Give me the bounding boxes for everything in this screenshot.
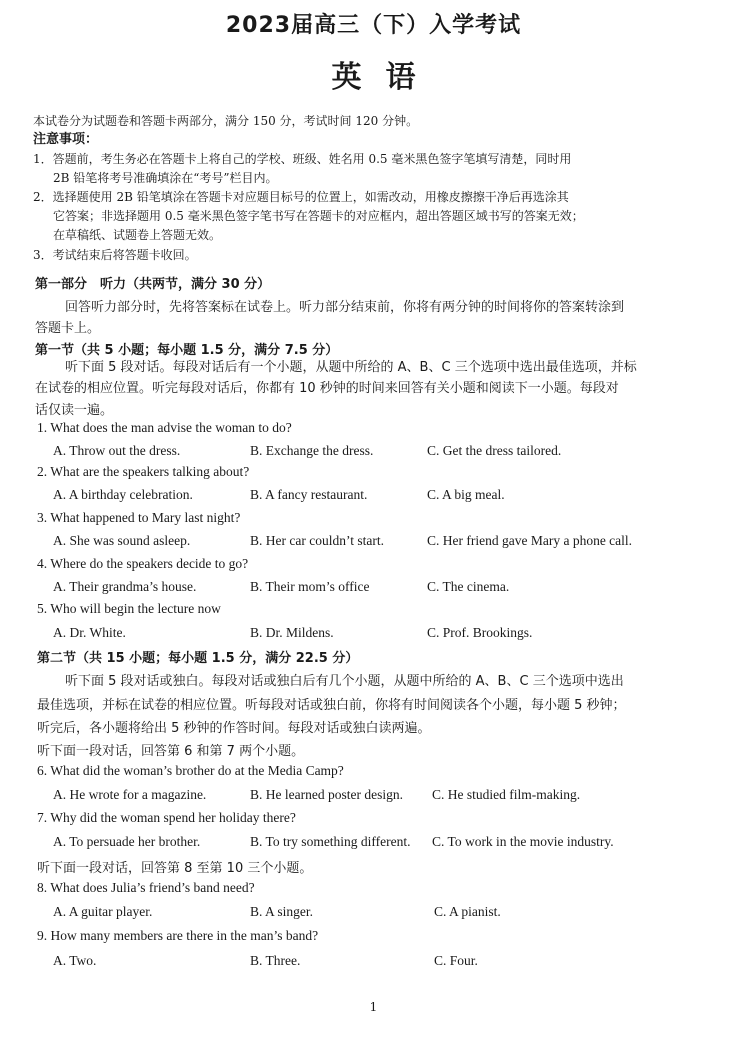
note-2c: 在草稿纸、试题卷上答题无效。 — [53, 228, 222, 242]
option-c: C. He studied film-making. — [432, 787, 581, 802]
option-b: B. A fancy restaurant. — [250, 487, 368, 502]
option-b: B. Exchange the dress. — [250, 443, 374, 458]
option-c: C. Prof. Brookings. — [427, 625, 533, 640]
question-stem: 8. What does Julia’s friend’s band need? — [37, 880, 255, 895]
option-a: A. A guitar player. — [53, 904, 153, 919]
intro-line: 本试卷分为试题卷和答题卡两部分，满分 150 分，考试时间 120 分钟。 — [33, 114, 419, 128]
section2-title: 第二节（共 15 小题；每小题 1.5 分，满分 22.5 分） — [37, 651, 359, 666]
option-c: C. To work in the movie industry. — [432, 834, 614, 849]
option-a: A. He wrote for a magazine. — [53, 787, 207, 802]
subject-title: 英语 — [331, 60, 440, 95]
exam-title: 2023届高三（下）入学考试 — [225, 13, 522, 38]
option-c: C. A big meal. — [427, 487, 505, 502]
option-a: A. Dr. White. — [53, 625, 126, 640]
part1-intro-a: 回答听力部分时，先将答案标在试卷上。听力部分结束前，你将有两分钟的时间将你的答案转涂到 — [65, 300, 625, 315]
question-stem: 3. What happened to Mary last night? — [37, 510, 241, 525]
section1-intro-a: 听下面 5 段对话。每段对话后有一个小题，从题中所给的 A、B、C 三个选项中选出最佳选项，并标 — [65, 360, 637, 375]
question-stem: 7. Why did the woman spend her holiday there? — [37, 810, 296, 825]
option-b: B. He learned poster design. — [250, 787, 403, 802]
option-b: B. A singer. — [250, 904, 314, 919]
option-a: A. She was sound asleep. — [53, 533, 191, 548]
option-c: C. Get the dress tailored. — [427, 443, 562, 458]
note-2a: 2．选择题使用 2B 铅笔填涂在答题卡对应题目标号的位置上，如需改动，用橡皮擦擦干净后再选涂其 — [33, 190, 569, 204]
dialog-instruction: 听下面一段对话，回答第 6 和第 7 两个小题。 — [37, 744, 305, 759]
note-3: 3．考试结束后将答题卡收回。 — [33, 248, 197, 262]
option-b: B. Dr. Mildens. — [250, 625, 334, 640]
page-number: 1 — [369, 1000, 378, 1014]
notes-title: 注意事项： — [33, 132, 99, 147]
option-b: B. Three. — [250, 953, 301, 968]
option-c: C. A pianist. — [434, 904, 501, 919]
section1-intro-c: 话仅读一遍。 — [35, 403, 114, 418]
question-stem: 9. How many members are there in the man’s band? — [37, 928, 319, 943]
section2-intro-b: 最佳选项，并标在试卷的相应位置。听每段对话或独白前，你将有时间阅读各个小题，每小题 5 秒钟； — [37, 698, 626, 713]
option-c: C. The cinema. — [427, 579, 510, 594]
option-a: A. Their grandma’s house. — [53, 579, 197, 594]
note-1a: 1．答题前，考生务必在答题卡上将自己的学校、班级、姓名用 0.5 毫米黑色签字笔填写清楚，同时用 — [33, 152, 572, 166]
dialog-instruction: 听下面一段对话，回答第 8 至第 10 三个小题。 — [37, 861, 313, 876]
part1-title: 第一部分 听力（共两节，满分 30 分） — [35, 277, 271, 292]
question-stem: 2. What are the speakers talking about? — [37, 464, 250, 479]
section1-title: 第一节（共 5 小题；每小题 1.5 分，满分 7.5 分） — [35, 343, 339, 358]
question-stem: 5. Who will begin the lecture now — [37, 601, 221, 616]
option-b: B. Her car couldn’t start. — [250, 533, 384, 548]
question-stem: 1. What does the man advise the woman to do? — [37, 420, 292, 435]
option-b: B. To try something different. — [250, 834, 411, 849]
option-a: A. Throw out the dress. — [53, 443, 181, 458]
section2-intro-c: 听完后，各小题将给出 5 秒钟的作答时间。每段对话或独白读两遍。 — [37, 721, 431, 736]
section2-intro-a: 听下面 5 段对话或独白。每段对话或独白后有几个小题，从题中所给的 A、B、C 三个选项中选出 — [65, 674, 624, 689]
part1-intro-b: 答题卡上。 — [35, 321, 101, 336]
note-1b: 2B 铅笔将考号准确填涂在“考号”栏目内。 — [53, 171, 278, 185]
note-2b: 它答案；非选择题用 0.5 毫米黑色签字笔书写在答题卡的对应框内，超出答题区域书写的答案无效； — [53, 209, 584, 223]
option-a: A. A birthday celebration. — [53, 487, 193, 502]
option-c: C. Her friend gave Mary a phone call. — [427, 533, 633, 548]
section1-intro-b: 在试卷的相应位置。听完每段对话后，你都有 10 秒钟的时间来回答有关小题和阅读下一小题。每段对 — [35, 381, 619, 396]
question-stem: 6. What did the woman’s brother do at the Media Camp? — [37, 763, 344, 778]
question-stem: 4. Where do the speakers decide to go? — [37, 556, 249, 571]
option-c: C. Four. — [434, 953, 478, 968]
option-a: A. Two. — [53, 953, 97, 968]
option-a: A. To persuade her brother. — [53, 834, 201, 849]
option-b: B. Their mom’s office — [250, 579, 370, 594]
